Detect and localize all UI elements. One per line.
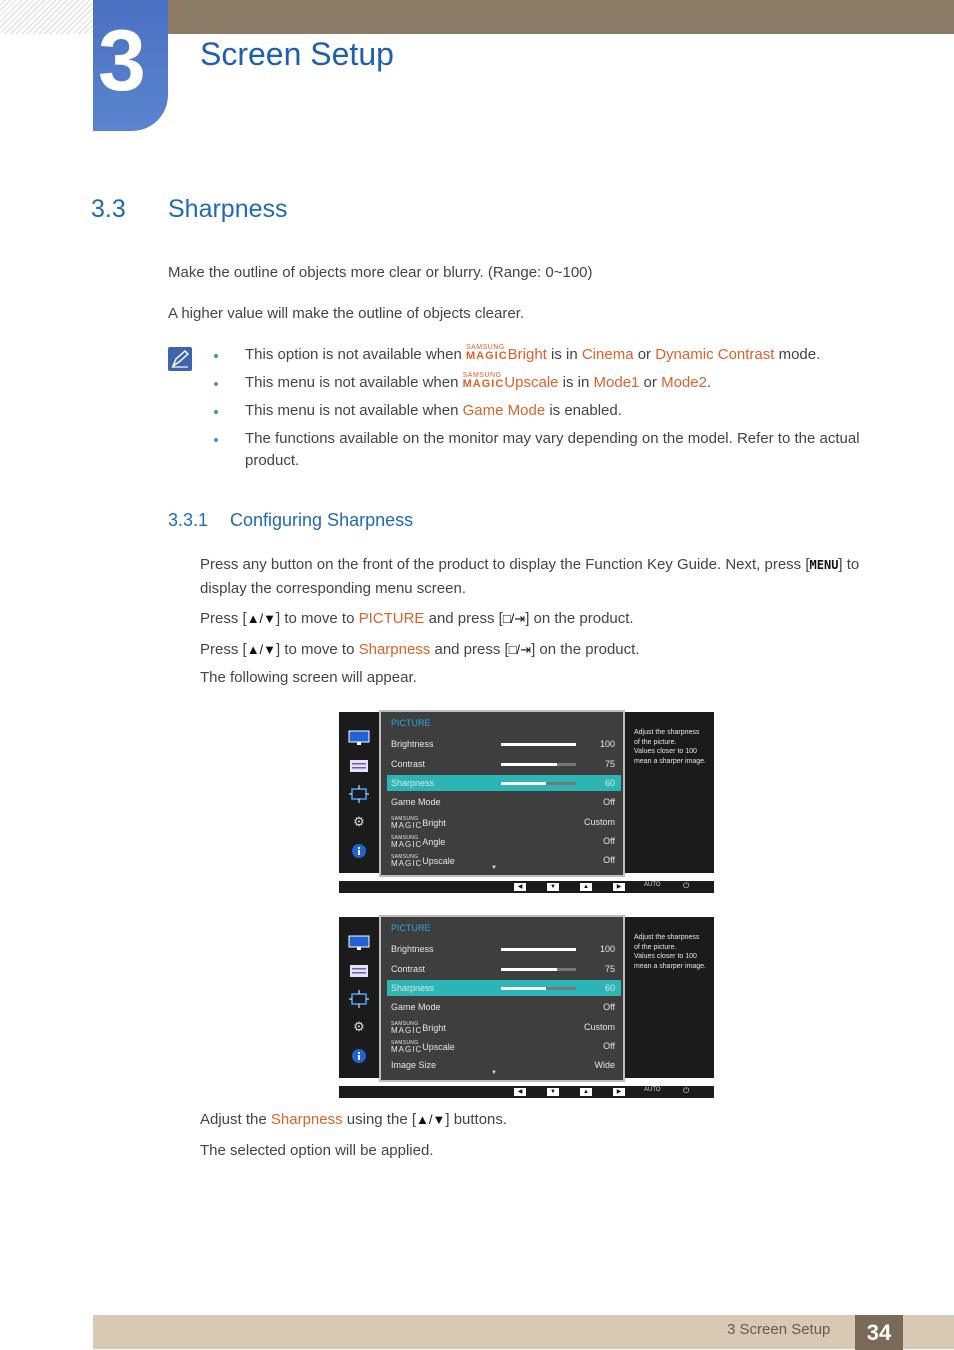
position-icon[interactable] — [348, 990, 370, 1008]
samsung-magic-logo: SAMSUNG MAGIC — [462, 372, 505, 390]
down-key-icon[interactable]: ▼ — [547, 1088, 559, 1096]
right-key-icon[interactable]: ▶ — [613, 1088, 625, 1096]
up-down-icon: ▲/▼ — [246, 611, 277, 626]
footer-chapter-label: 3 Screen Setup — [727, 1321, 831, 1338]
osd-row-contrast[interactable]: Contrast 75 — [391, 759, 615, 769]
osd-row-sharpness[interactable]: Sharpness 60 — [387, 775, 621, 791]
osd-sidebar — [339, 917, 379, 1078]
osd-row-brightness[interactable]: Brightness 100 — [391, 739, 615, 749]
osd-menu — [379, 915, 625, 1082]
down-key-icon[interactable]: ▼ — [547, 883, 559, 891]
left-key-icon[interactable]: ◀ — [514, 883, 526, 891]
osd-row-magic-bright[interactable]: SAMSUNG MAGIC Bright Custom — [391, 816, 615, 830]
onscreen-display-icon[interactable] — [348, 962, 370, 980]
bullet-dot — [214, 354, 218, 358]
step-3: Press [▲/▼] to move to Sharpness and press [□/⇥] on the product. — [200, 639, 639, 661]
osd-menu — [379, 710, 625, 877]
osd-row-game-mode[interactable]: Game Mode Off — [391, 1002, 615, 1012]
step-following: The following screen will appear. — [200, 669, 417, 686]
enter-icon: □/⇥ — [508, 642, 532, 657]
up-down-icon: ▲/▼ — [246, 642, 277, 657]
osd-row-magic-bright[interactable]: SAMSUNG MAGIC Bright Custom — [391, 1021, 615, 1035]
page-number: 34 — [855, 1315, 903, 1350]
samsung-magic-logo: SAMSUNG MAGIC — [465, 344, 508, 362]
enter-icon: □/⇥ — [502, 611, 526, 626]
osd-row-magic-angle[interactable]: SAMSUNG MAGIC Angle Off — [391, 835, 615, 849]
scroll-down-icon[interactable]: ▼ — [491, 1070, 497, 1076]
intro-text-1: Make the outline of objects more clear or blurry. (Range: 0~100) — [168, 264, 593, 281]
osd-row-image-size[interactable]: Image Size Wide — [391, 1060, 615, 1070]
note-icon — [168, 347, 192, 371]
position-icon[interactable] — [348, 785, 370, 803]
chapter-title: Screen Setup — [200, 36, 394, 72]
note-item-2: This menu is not available when SAMSUNG MAGIC Upscale is in Mode1 or Mode2. — [245, 372, 712, 391]
header-hatch — [0, 0, 94, 34]
onscreen-display-icon[interactable] — [348, 757, 370, 775]
left-key-icon[interactable]: ◀ — [514, 1088, 526, 1096]
osd-row-brightness[interactable]: Brightness 100 — [391, 944, 615, 954]
bullet-dot — [214, 438, 218, 442]
subsection-title: Configuring Sharpness — [230, 510, 414, 530]
up-key-icon[interactable]: ▲ — [580, 1088, 592, 1096]
picture-icon[interactable] — [348, 934, 370, 952]
osd-screen-2 — [339, 915, 714, 1100]
chapter-number: 3 — [98, 13, 146, 109]
bullet-dot — [214, 382, 218, 386]
auto-key[interactable]: AUTO — [644, 1087, 661, 1093]
info-icon[interactable] — [348, 842, 370, 860]
subsection-number: 3.3.1 — [168, 510, 209, 530]
scroll-down-icon[interactable]: ▼ — [491, 865, 497, 871]
step-1: Press any button on the front of the product to display the Function Key Guide. Next, press [MENU] to display the corresponding menu screen. — [200, 553, 859, 601]
gear-icon[interactable]: ⚙ — [353, 1019, 365, 1034]
osd-row-magic-upscale[interactable]: SAMSUNG MAGIC Upscale Off — [391, 854, 615, 868]
osd-row-magic-upscale[interactable]: SAMSUNG MAGIC Upscale Off — [391, 1040, 615, 1054]
up-key-icon[interactable]: ▲ — [580, 883, 592, 891]
right-key-icon[interactable]: ▶ — [613, 883, 625, 891]
osd-description: Adjust the sharpness of the picture. Values closer to 100 mean a sharper image. — [625, 712, 714, 873]
gear-icon[interactable]: ⚙ — [353, 814, 365, 829]
up-down-icon: ▲/▼ — [416, 1112, 446, 1127]
section-title: Sharpness — [168, 195, 288, 223]
power-icon[interactable]: ⏻ — [683, 881, 690, 890]
osd-description: Adjust the sharpness of the picture. Values closer to 100 mean a sharper image. — [625, 917, 714, 1078]
osd-screen-1 — [339, 710, 714, 895]
osd-key-guide — [339, 881, 714, 893]
info-icon[interactable] — [348, 1047, 370, 1065]
note-item-3: This menu is not available when Game Mode is enabled. — [245, 402, 622, 419]
header-bar — [168, 0, 954, 34]
osd-sidebar — [339, 712, 379, 873]
osd-menu-title: PICTURE — [391, 718, 431, 728]
osd-row-game-mode[interactable]: Game Mode Off — [391, 797, 615, 807]
power-icon[interactable]: ⏻ — [683, 1086, 690, 1095]
step-2: Press [▲/▼] to move to PICTURE and press [□/⇥] on the product. — [200, 608, 634, 630]
intro-text-2: A higher value will make the outline of objects clearer. — [168, 305, 525, 322]
menu-key-icon: MENU — [809, 558, 839, 572]
bullet-dot — [214, 410, 218, 414]
osd-row-contrast[interactable]: Contrast 75 — [391, 964, 615, 974]
osd-row-sharpness[interactable]: Sharpness 60 — [387, 980, 621, 996]
note-item-4: The functions available on the monitor may vary depending on the model. Refer to the actual product. — [245, 430, 860, 469]
step-applied: The selected option will be applied. — [200, 1142, 434, 1159]
osd-menu-title: PICTURE — [391, 923, 431, 933]
note-item-1: This option is not available when SAMSUNG MAGIC Bright is in Cinema or Dynamic Contrast mode. — [245, 344, 821, 363]
osd-key-guide — [339, 1086, 714, 1098]
section-number: 3.3 — [91, 195, 126, 223]
picture-icon[interactable] — [348, 729, 370, 747]
auto-key[interactable]: AUTO — [644, 882, 661, 888]
step-adjust: Adjust the Sharpness using the [▲/▼] buttons. — [200, 1109, 507, 1131]
